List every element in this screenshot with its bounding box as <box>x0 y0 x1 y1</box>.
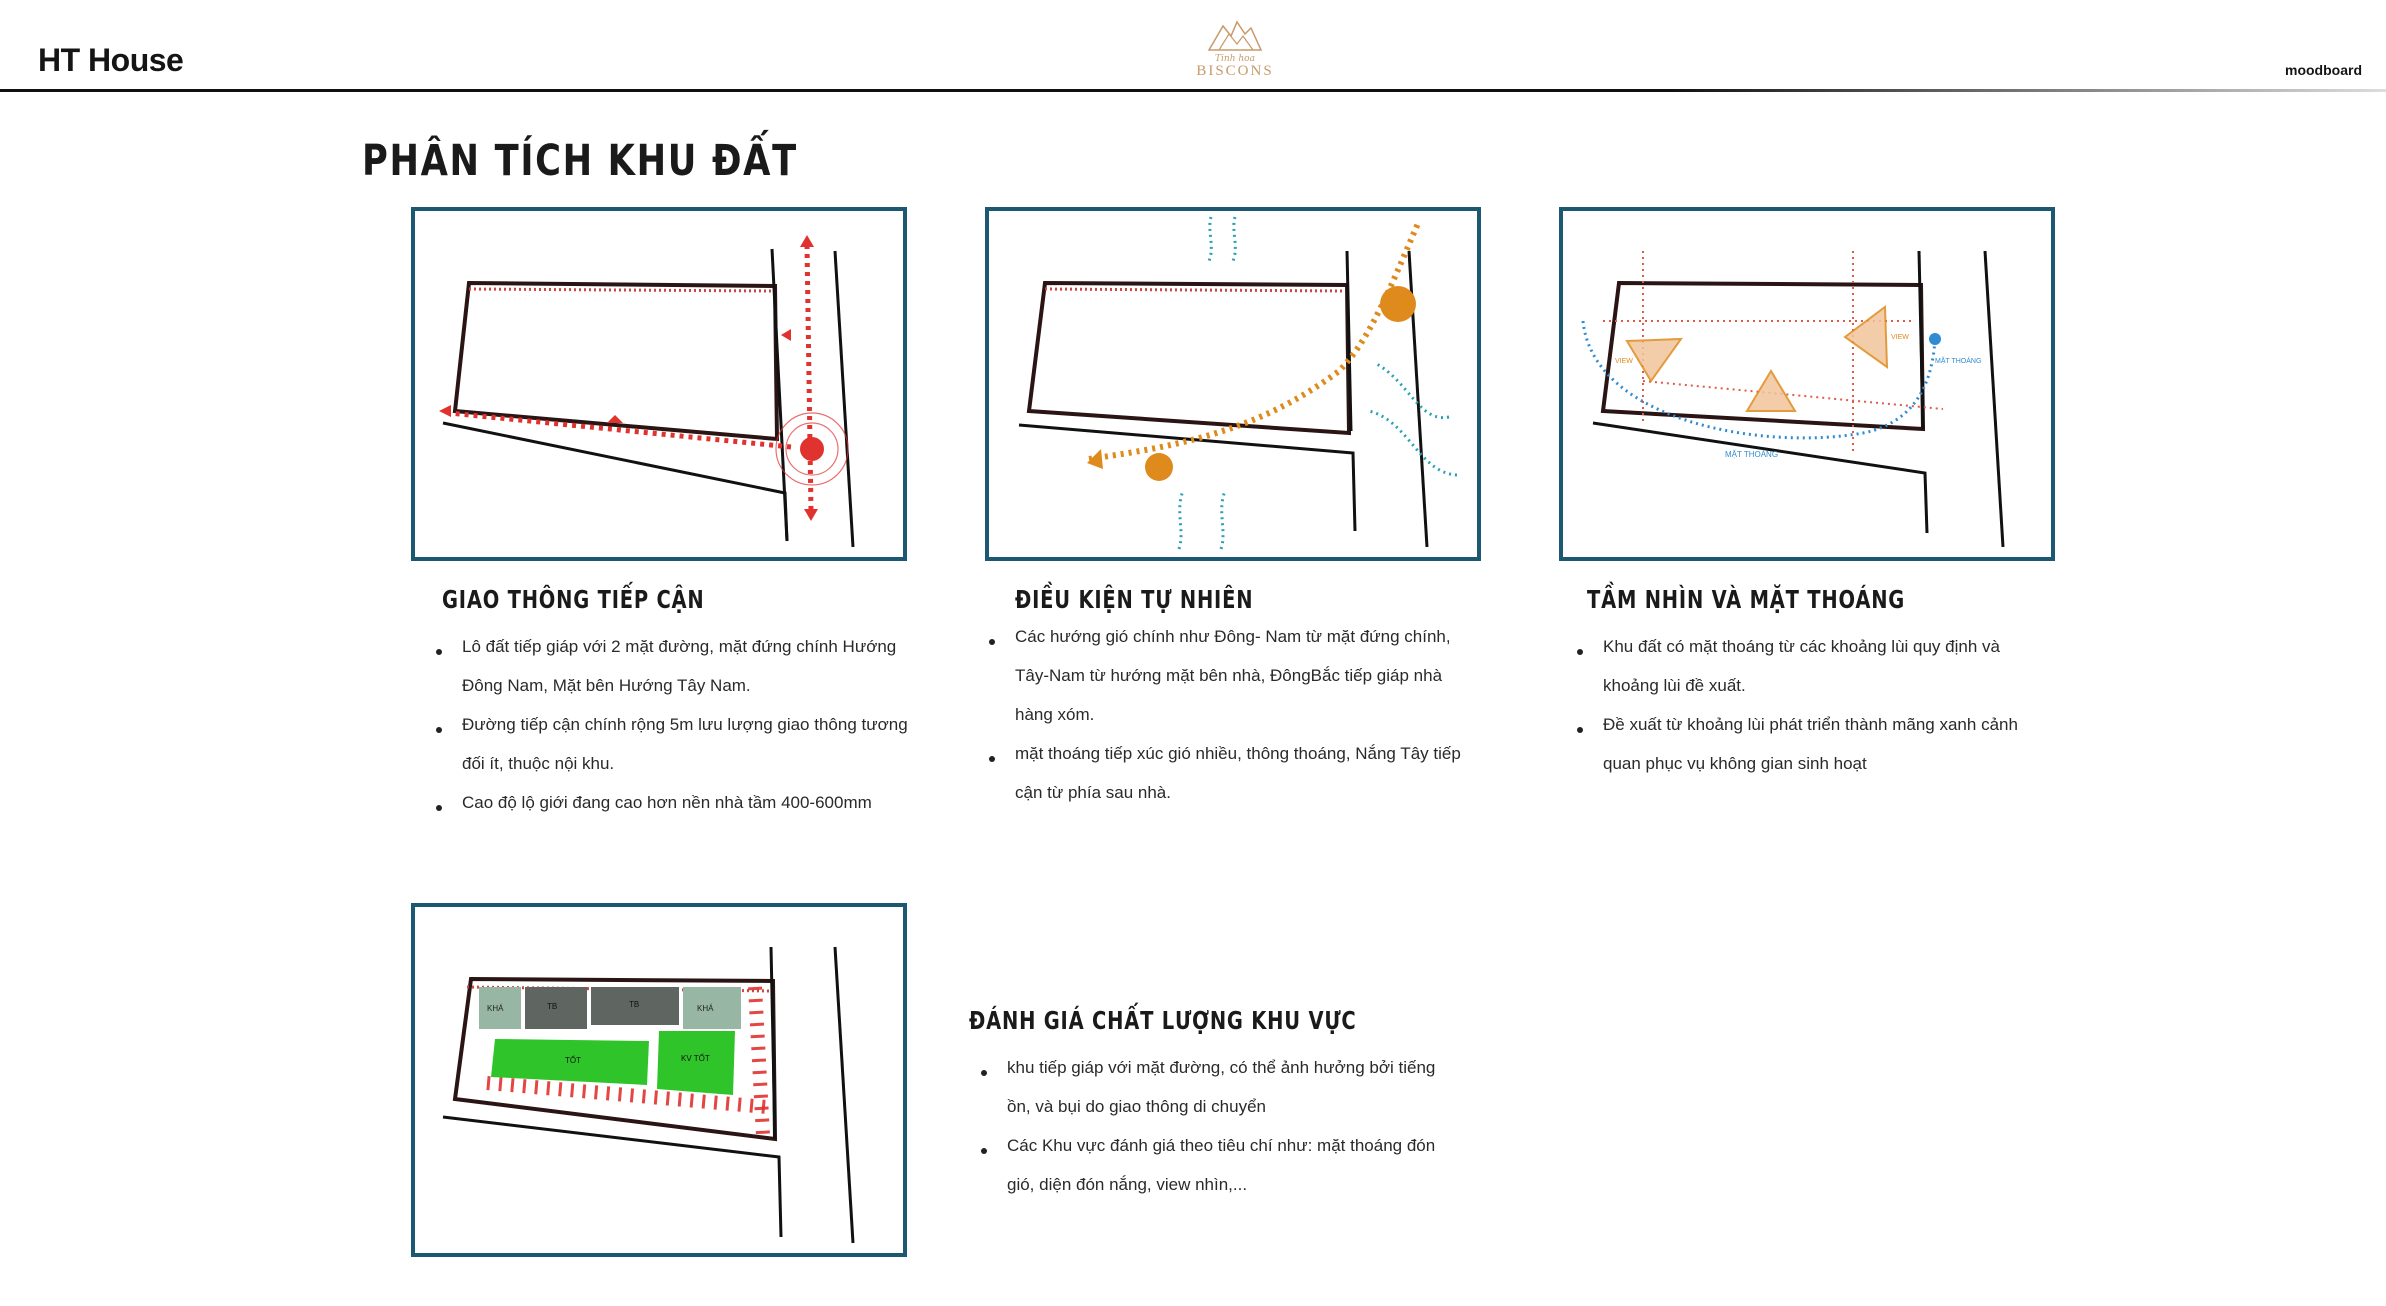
list-item: Khu đất có mặt thoáng từ các khoảng lùi quy định và khoảng lùi đề xuất. <box>1573 627 2053 705</box>
view-openspace-diagram <box>1559 207 2055 561</box>
openspace-label-bottom: MẶT THOÁNG <box>1725 450 1779 459</box>
view-point-icon <box>1929 333 1941 345</box>
list-item: Đề xuất từ khoảng lùi phát triển thành mãng xanh cảnh quan phục vụ không gian sinh hoạt <box>1573 705 2053 783</box>
zone-label-kha-right: KHÁ <box>697 1004 714 1013</box>
area-quality-diagram <box>411 903 907 1257</box>
logo-tagline: Tinh hoa <box>1215 54 1255 64</box>
view-cone-right-icon <box>1845 307 1887 367</box>
view-bullet-list <box>1573 627 2053 783</box>
list-item: Các hướng gió chính như Đông- Nam từ mặt đứng chính, Tây-Nam từ hướng mặt bên nhà, ĐôngBắc tiếp giáp nhà hàng xóm. <box>985 617 1465 734</box>
zone-kv-tot <box>657 1031 735 1095</box>
logo-name: BISCONS <box>1196 63 1274 79</box>
sun-icon <box>1380 286 1416 322</box>
list-item: khu tiếp giáp với mặt đường, có thể ảnh hưởng bởi tiếng ồn, và bụi do giao thông di chuyển <box>977 1048 1437 1126</box>
wind-arrow-east-1 <box>1375 363 1449 418</box>
zone-label-kha-left: KHÁ <box>487 1004 504 1013</box>
wind-arrow-north-2 <box>1233 217 1235 261</box>
arrow-left-small-icon <box>781 329 791 341</box>
zone-label-kv-tot: KV TỐT <box>681 1054 710 1063</box>
moodboard-label: moodboard <box>2285 62 2362 78</box>
page-title: PHÂN TÍCH KHU ĐẤT <box>362 136 798 186</box>
road-edge-right-2 <box>835 251 853 547</box>
list-item: mặt thoáng tiếp xúc gió nhiều, thông thoáng, Nắng Tây tiếp cận từ phía sau nhà. <box>985 734 1465 812</box>
arrow-down-icon <box>804 509 818 521</box>
list-item: Đường tiếp cận chính rộng 5m lưu lượng giao thông tương đối ít, thuộc nội khu. <box>432 705 912 783</box>
header <box>0 0 2386 92</box>
quality-bullet-list <box>977 1048 1437 1204</box>
list-item: Cao độ lộ giới đang cao hơn nền nhà tầm 400-600mm <box>432 783 912 822</box>
traffic-flow-vertical <box>807 245 811 511</box>
site-plot <box>455 283 777 439</box>
openspace-label-right: MẶT THOÁNG <box>1935 358 1982 365</box>
section-title-nature: ĐIỀU KIỆN TỰ NHIÊN <box>1015 585 1254 614</box>
zone-label-tb-2: TB <box>629 1000 640 1009</box>
wind-arrow-north-1 <box>1209 217 1211 261</box>
section-title-traffic: GIAO THÔNG TIẾP CẬN <box>442 585 705 614</box>
view-label-left: VIEW <box>1615 358 1633 365</box>
view-cone-left-icon <box>1627 339 1681 381</box>
brand-title: HT House <box>38 42 184 78</box>
section-title-quality: ĐÁNH GIÁ CHẤT LƯỢNG KHU VỰC <box>969 1006 1357 1035</box>
road-edge-right-1 <box>772 249 787 541</box>
sun-set-icon <box>1145 453 1173 481</box>
traffic-access-diagram <box>411 207 907 561</box>
list-item: Lô đất tiếp giáp với 2 mặt đường, mặt đứng chính Hướng Đông Nam, Mặt bên Hướng Tây Nam. <box>432 627 912 705</box>
view-cone-center-icon <box>1747 371 1795 411</box>
traffic-bullet-list <box>432 627 912 822</box>
section-title-view: TẦM NHÌN VÀ MẶT THOÁNG <box>1587 585 1906 614</box>
arrow-marker-icon <box>607 415 623 423</box>
traffic-flow-horizontal <box>449 413 791 447</box>
nature-bullet-list <box>985 617 1465 812</box>
natural-conditions-diagram <box>985 207 1481 561</box>
view-label-right: VIEW <box>1891 334 1909 341</box>
list-item: Các Khu vực đánh giá theo tiêu chí như: mặt thoáng đón gió, diện đón nắng, view nhìn,... <box>977 1126 1437 1204</box>
wind-arrow-south-1 <box>1179 491 1183 549</box>
biscons-logo <box>1180 18 1290 90</box>
wind-arrow-east-2 <box>1369 411 1457 475</box>
header-divider <box>0 89 2386 92</box>
wind-arrow-south-2 <box>1221 491 1225 549</box>
arrow-up-icon <box>800 235 814 247</box>
mountain-logo-icon <box>1205 18 1265 52</box>
arrow-left-icon <box>439 405 451 417</box>
zone-label-tb-1: TB <box>547 1002 558 1011</box>
zone-label-tot: TỐT <box>565 1056 581 1065</box>
sun-path <box>1089 221 1419 459</box>
